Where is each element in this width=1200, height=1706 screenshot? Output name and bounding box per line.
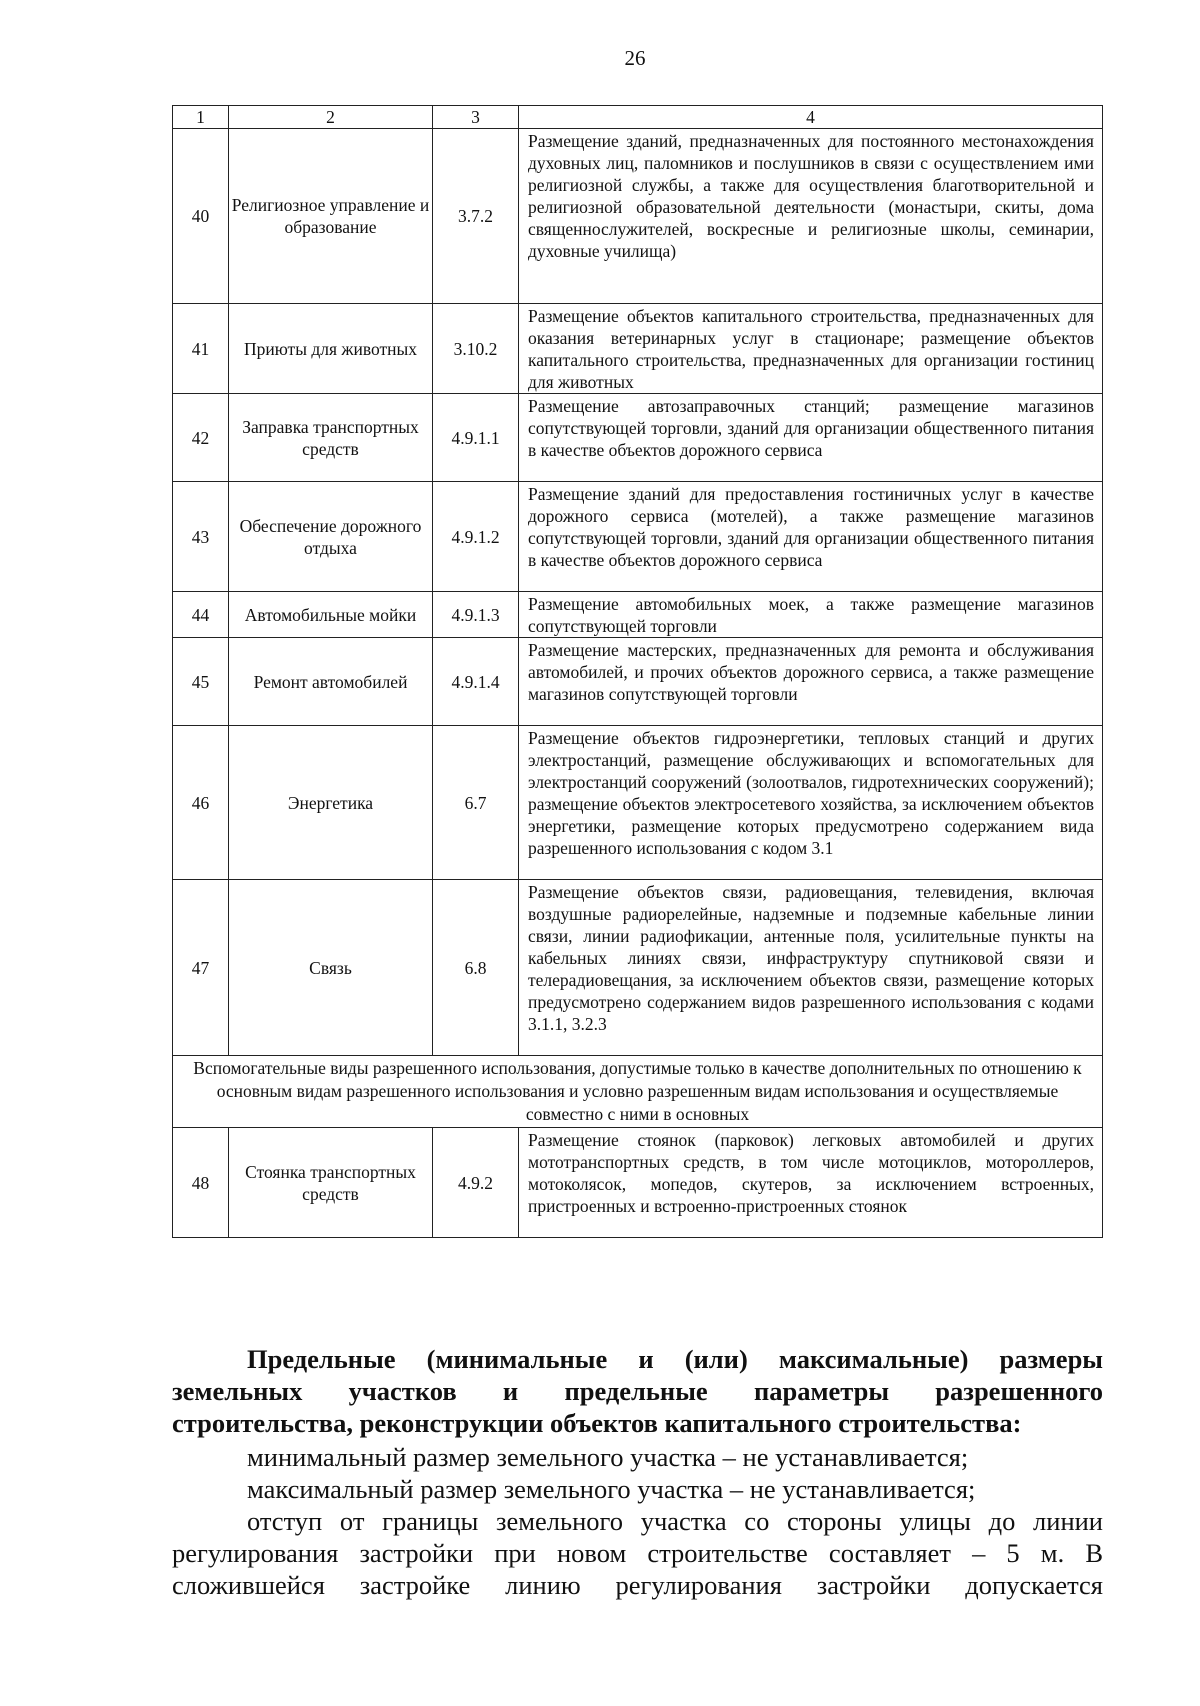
column-header: 3 [433, 106, 519, 129]
table-row [173, 638, 1103, 726]
use-code: 3.10.2 [433, 304, 519, 394]
body-text [172, 1441, 1103, 1601]
table-row [173, 394, 1103, 482]
row-number: 45 [173, 638, 229, 726]
column-header: 4 [519, 106, 1103, 129]
row-number: 44 [173, 592, 229, 638]
use-code: 4.9.1.1 [433, 394, 519, 482]
use-code: 4.9.1.4 [433, 638, 519, 726]
table-row [173, 482, 1103, 592]
table-row [173, 304, 1103, 394]
use-code: 4.9.2 [433, 1128, 519, 1238]
use-code: 4.9.1.2 [433, 482, 519, 592]
table-row [173, 726, 1103, 880]
use-name: Заправка транспортных средств [229, 394, 433, 482]
table-row [173, 1128, 1103, 1238]
use-code: 6.7 [433, 726, 519, 880]
table-row [173, 592, 1103, 638]
use-code: 3.7.2 [433, 129, 519, 304]
page-number: 26 [624, 46, 646, 70]
use-code: 6.8 [433, 880, 519, 1056]
section-heading [172, 1343, 1103, 1439]
use-description: Размещение автозаправочных станций; размещение магазинов сопутствующей торговли, зданий для организации общественного питания в качестве объектов дорожного сервиса [519, 394, 1103, 482]
row-number: 42 [173, 394, 229, 482]
use-name: Религиозное управление и образование [229, 129, 433, 304]
table-row [173, 129, 1103, 304]
use-description: Размещение стоянок (парковок) легковых автомобилей и других мототранспортных средств, в том числе мотоциклов, мотороллеров, мотоколясок, мопедов, скутеров, за исключением встроенных, пристроенных и встроенно-пристроенных стоянок [519, 1128, 1103, 1238]
row-number: 41 [173, 304, 229, 394]
row-number: 48 [173, 1128, 229, 1238]
use-name: Автомобильные мойки [229, 592, 433, 638]
use-name: Энергетика [229, 726, 433, 880]
heading-line: строительства, реконструкции объектов капитального строительства: [172, 1408, 1022, 1438]
column-header: 2 [229, 106, 433, 129]
use-name: Ремонт автомобилей [229, 638, 433, 726]
paragraph-setback-line: регулирования застройки при новом строительстве составляет – 5 м. В [172, 1538, 1103, 1568]
use-description: Размещение автомобильных моек, а также размещение магазинов сопутствующей торговли [519, 592, 1103, 638]
use-name: Обеспечение дорожного отдыха [229, 482, 433, 592]
row-number: 43 [173, 482, 229, 592]
section-title: Вспомогательные виды разрешенного использования, допустимые только в качестве дополнительных по отношению к основным видам разрешенного использования и условно разрешенным видам использования и осуществляемые совместно с ними в основных [173, 1056, 1103, 1128]
row-number: 40 [173, 129, 229, 304]
paragraph-setback-line: сложившейся застройке линию регулирования застройки допускается [172, 1570, 1103, 1600]
land-use-table [172, 105, 1103, 1238]
table-row [173, 880, 1103, 1056]
row-number: 47 [173, 880, 229, 1056]
paragraph-setback-line: отступ от границы земельного участка со стороны улицы до линии [247, 1506, 1103, 1536]
table-header-row [173, 106, 1103, 129]
use-description: Размещение мастерских, предназначенных для ремонта и обслуживания автомобилей, и прочих объектов дорожного сервиса, а также размещение магазинов сопутствующей торговли [519, 638, 1103, 726]
use-description: Размещение объектов гидроэнергетики, тепловых станций и других электростанций, размещение обслуживающих и вспомогательных для электростанций сооружений (золоотвалов, гидротехнических сооружений); размещение объектов электросетевого хозяйства, за исключением объектов энергетики, размещение которых предусмотрено содержанием вида разрешенного использования с кодом 3.1 [519, 726, 1103, 880]
use-description: Размещение объектов связи, радиовещания, телевидения, включая воздушные радиорелейные, надземные и подземные кабельные линии связи, линии радиофикации, антенные поля, усилительные пункты на кабельных линиях связи, инфраструктуру спутниковой связи и телерадиовещания, за исключением объектов связи, размещение которых предусмотрено содержанием видов разрешенного использования с кодами 3.1.1, 3.2.3 [519, 880, 1103, 1056]
use-description: Размещение объектов капитального строительства, предназначенных для оказания ветеринарных услуг в стационаре; размещение объектов капитального строительства, предназначенных для организации гостиниц для животных [519, 304, 1103, 394]
column-header: 1 [173, 106, 229, 129]
use-description: Размещение зданий, предназначенных для постоянного местонахождения духовных лиц, паломников и послушников в связи с осуществлением ими религиозной службы, а также для осуществления благотворительной и религиозной образовательной деятельности (монастыри, скиты, дома священнослужителей, воскресные и религиозные школы, семинарии, духовные училища) [519, 129, 1103, 304]
paragraph-max-size: максимальный размер земельного участка – не устанавливается; [247, 1474, 976, 1504]
heading-line: земельных участков и предельные параметры разрешенного [172, 1376, 1103, 1406]
use-name: Связь [229, 880, 433, 1056]
use-name: Стоянка транспортных средств [229, 1128, 433, 1238]
use-code: 4.9.1.3 [433, 592, 519, 638]
paragraph-min-size: минимальный размер земельного участка – не устанавливается; [247, 1442, 969, 1472]
heading-line: Предельные (минимальные и (или) максимальные) размеры [247, 1344, 1103, 1374]
use-description: Размещение зданий для предоставления гостиничных услуг в качестве дорожного сервиса (мотелей), а также размещение магазинов сопутствующей торговли, зданий для организации общественного питания в качестве объектов дорожного сервиса [519, 482, 1103, 592]
section-header-row [173, 1056, 1103, 1128]
row-number: 46 [173, 726, 229, 880]
use-name: Приюты для животных [229, 304, 433, 394]
